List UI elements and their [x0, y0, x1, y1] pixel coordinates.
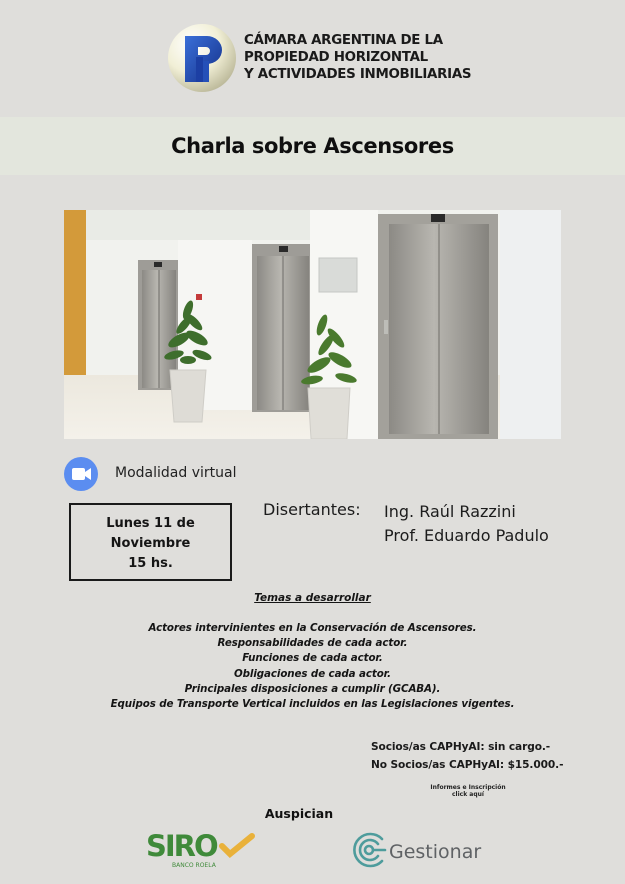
title-band: [0, 117, 625, 175]
gestionar-wordmark: Gestionar: [389, 841, 482, 863]
time-line: 15 hs.: [128, 556, 173, 571]
siro-logo: [144, 828, 256, 870]
registration-link-line1[interactable]: Informes e Inscripción: [430, 784, 506, 791]
caphyai-logo-icon: [167, 23, 237, 93]
topics-heading: Temas a desarrollar: [254, 592, 371, 604]
siro-wordmark: SIRO: [146, 829, 217, 863]
topic-item: Funciones de cada actor.: [242, 652, 383, 665]
speakers-label: Disertantes:: [263, 500, 361, 519]
date-box: [69, 503, 232, 581]
gestionar-logo: [349, 830, 489, 870]
members-price: Socios/as CAPHyAI: sin cargo.-: [371, 741, 551, 753]
siro-subtitle: BANCO ROELA: [172, 862, 216, 869]
non-members-price: No Socios/as CAPHyAI: $15.000.-: [371, 758, 564, 771]
video-camera-icon: [64, 457, 98, 491]
speaker-name: Prof. Eduardo Padulo: [384, 526, 549, 545]
date-line: Noviembre: [110, 536, 191, 551]
topic-item: Actores intervinientes en la Conservación de Ascensores.: [148, 622, 477, 634]
topic-item: Responsabilidades de cada actor.: [217, 637, 408, 650]
speaker-name: Ing. Raúl Razzini: [384, 502, 516, 521]
sponsors-heading: Auspician: [264, 806, 334, 821]
gestionar-emblem-icon: [354, 834, 385, 866]
speakers-list: [384, 500, 549, 548]
modality-label: Modalidad virtual: [115, 465, 237, 481]
org-name-line: CÁMARA ARGENTINA DE LA: [244, 33, 443, 48]
pricing: [371, 739, 563, 774]
checkmark-icon: [222, 836, 252, 854]
org-name-line: PROPIEDAD HORIZONTAL: [244, 50, 428, 65]
registration-link-line2[interactable]: click aquí: [452, 791, 484, 798]
org-name-line: Y ACTIVIDADES INMOBILIARIAS: [244, 67, 472, 82]
date-line: Lunes 11 de: [106, 516, 195, 531]
page-title: Charla sobre Ascensores: [171, 134, 454, 158]
topics-list: [0, 621, 625, 712]
topic-item: Principales disposiciones a cumplir (GCABA).: [184, 682, 441, 695]
topic-item: Obligaciones de cada actor.: [233, 667, 391, 680]
topic-item: Equipos de Transporte Vertical incluidos en las Legislaciones vigentes.: [110, 698, 515, 711]
elevator-lobby-photo: [64, 210, 561, 439]
organization-name: [244, 32, 471, 83]
registration-link[interactable]: [418, 784, 518, 798]
